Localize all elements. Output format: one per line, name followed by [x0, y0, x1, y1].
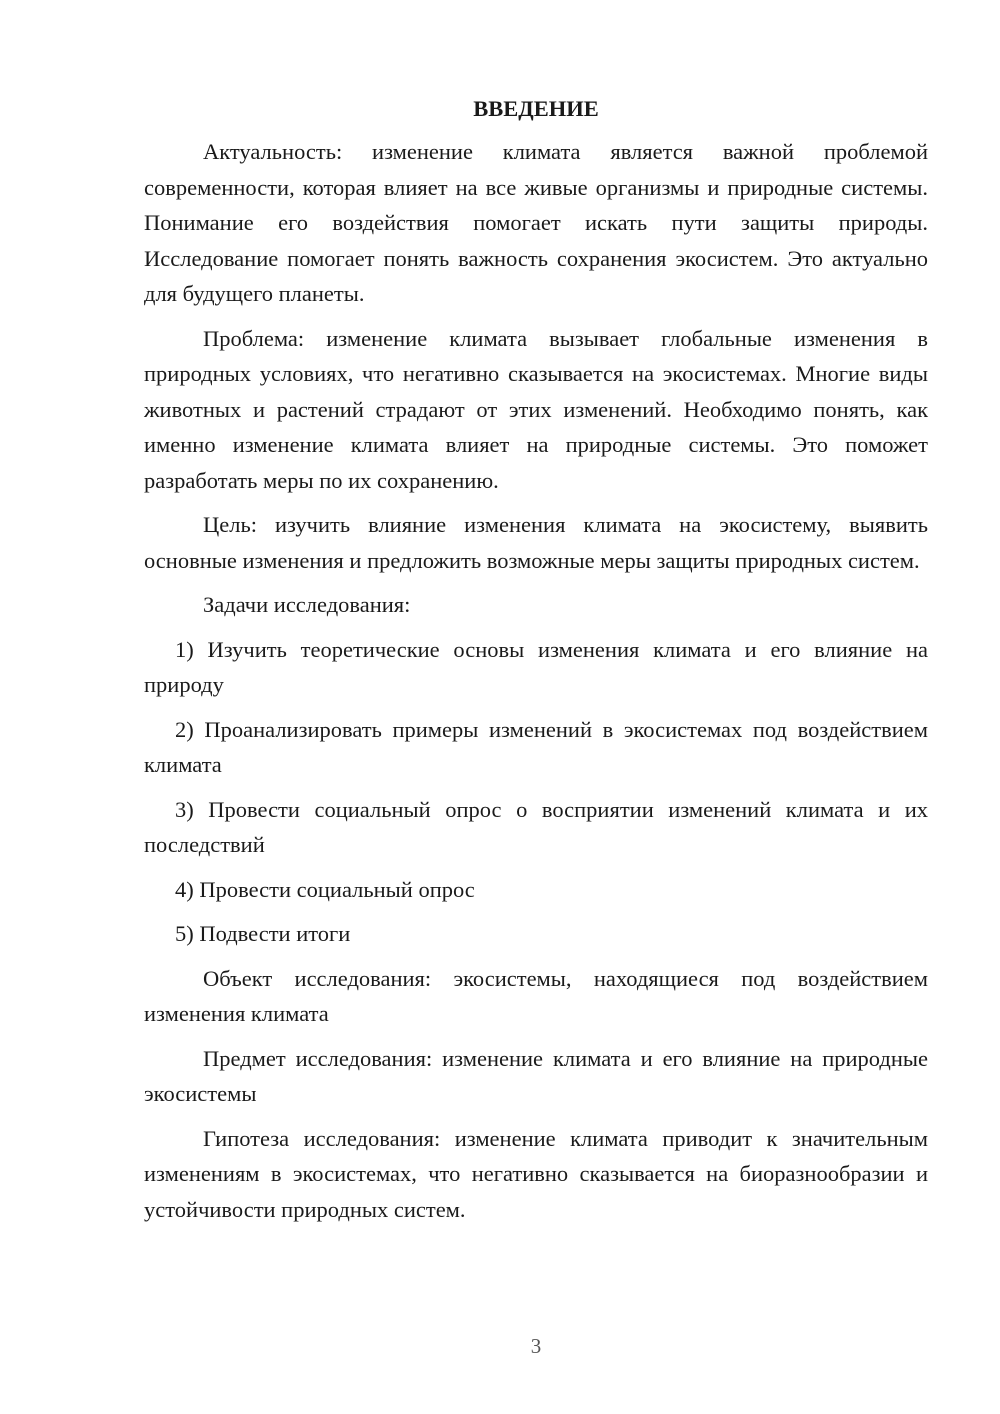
- list-item-task-2: 2) Проанализировать примеры изменений в экосистемах под воздействием климата: [144, 716, 928, 777]
- list-item-task-5: 5) Подвести итоги: [175, 921, 351, 946]
- section-title: ВВЕДЕНИЕ: [473, 96, 599, 121]
- page-number: 3: [530, 1334, 542, 1358]
- paragraph-subject: Предмет исследования: изменение климата и его влияние на природные экосистемы: [144, 1045, 928, 1106]
- paragraph-goal: Цель: изучить влияние изменения климата на экосистему, выявить основные изменения и предложить возможные меры защиты природных систем.: [144, 512, 928, 573]
- list-item-task-1: 1) Изучить теоретические основы изменения климата и его влияние на природу: [144, 636, 928, 697]
- tasks-heading: Задачи исследования:: [203, 592, 411, 617]
- list-item-task-4: 4) Провести социальный опрос: [175, 876, 475, 902]
- paragraph-problem: Проблема: изменение климата вызывает глобальные изменения в природных условиях, что негативно сказывается на экосистемах. Многие виды животных и растений страдают от этих изменений. Необходимо понять, как именно изменение климата влияет на природные системы. Это поможет разработать меры по их сохранению.: [144, 325, 928, 493]
- paragraph-object: Объект исследования: экосистемы, находящиеся под воздействием изменения климата: [144, 965, 928, 1026]
- page-content: [144, 94, 928, 1236]
- paragraph-relevance: Актуальность: изменение климата является важной проблемой современности, которая влияет на все живые организмы и природные системы. Понимание его воздействия помогает искать пути защиты природы. Исследование помогает понять важность сохранения экосистем. Это актуально для будущего планеты.: [144, 139, 928, 306]
- paragraph-hypothesis: Гипотеза исследования: изменение климата приводит к значительным изменениям в экосистемах, что негативно сказывается на биоразнообразии и устойчивости природных систем.: [144, 1125, 928, 1222]
- list-item-task-3: 3) Провести социальный опрос о восприятии изменений климата и их последствий: [144, 796, 928, 857]
